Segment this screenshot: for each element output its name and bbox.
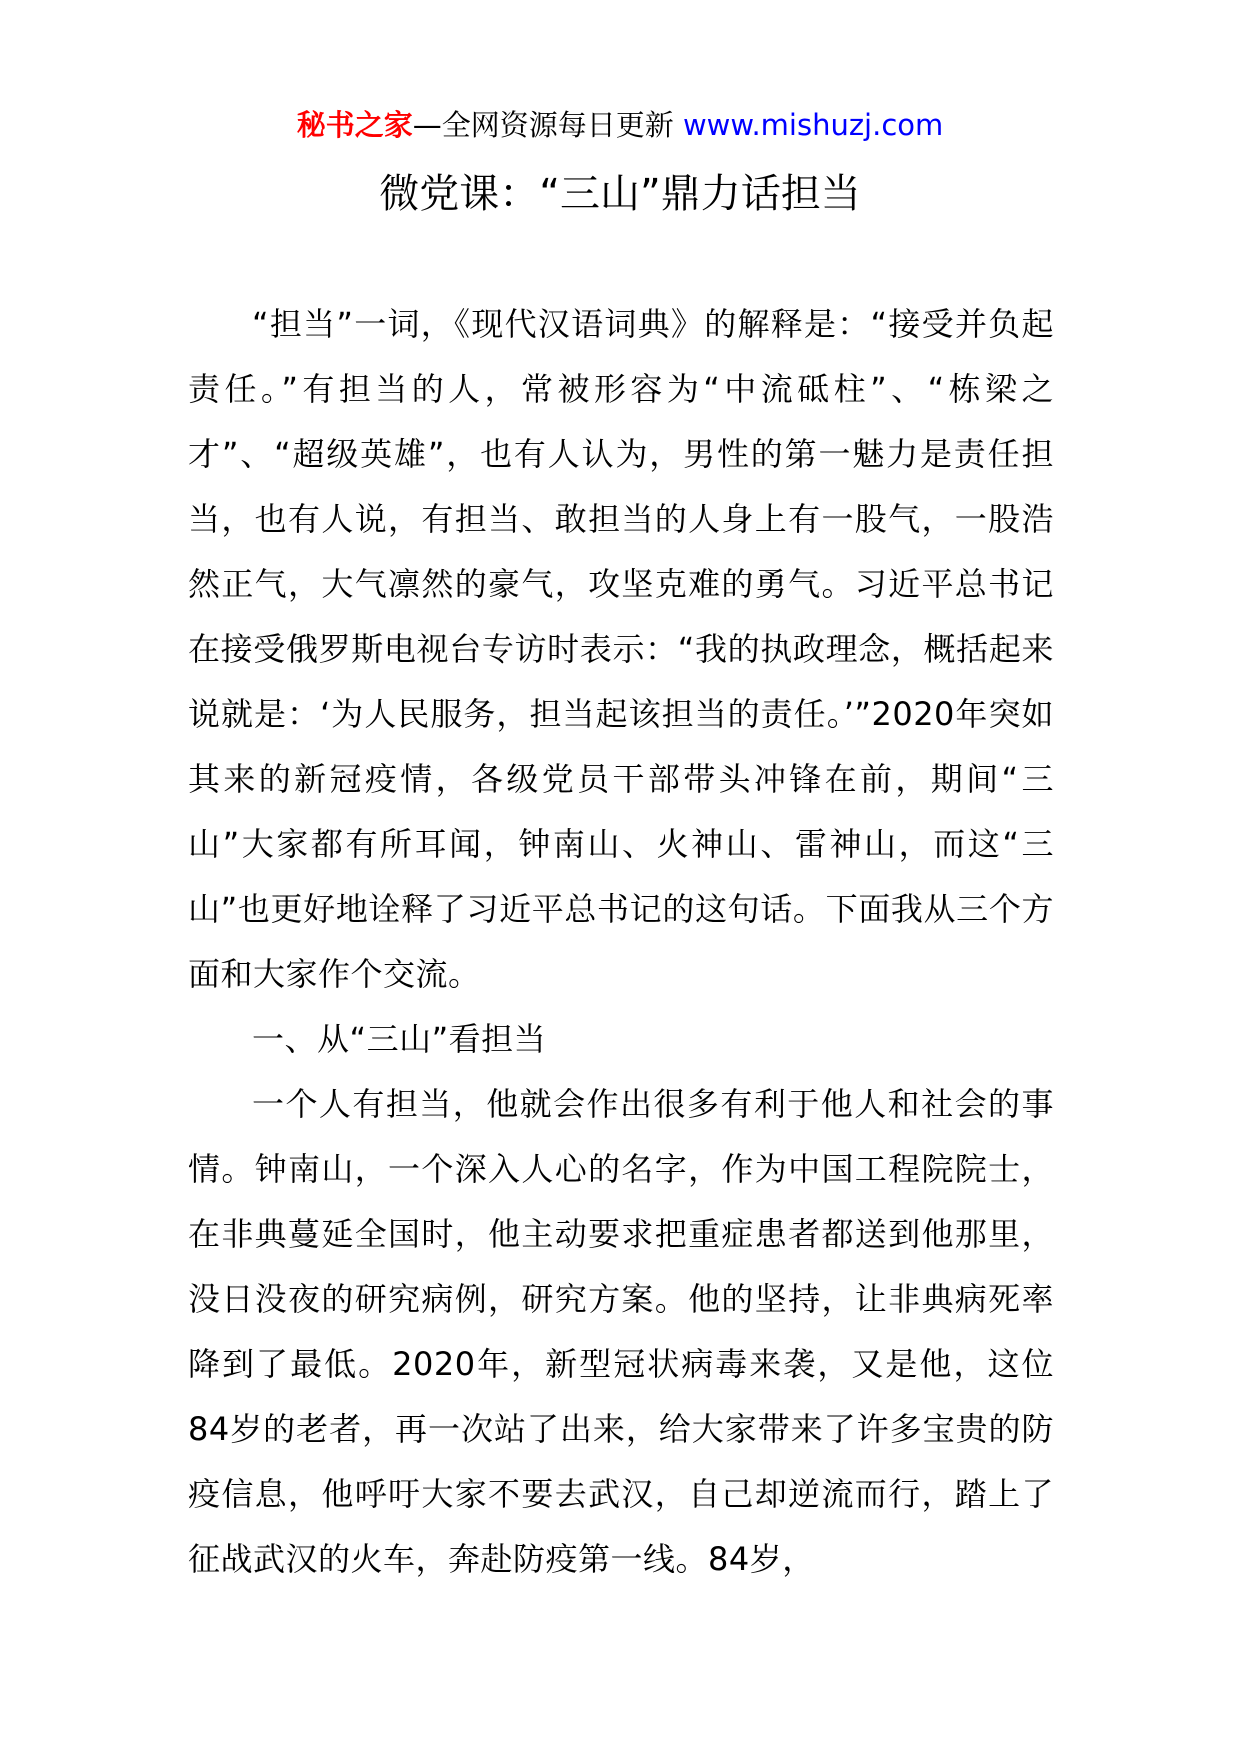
- document-body: [188, 292, 1054, 1592]
- brand-name: 秘书之家: [296, 108, 413, 142]
- site-url-link[interactable]: www.mishuzj.com: [682, 108, 944, 142]
- header-tagline: —全网资源每日更新: [412, 108, 683, 142]
- paragraph-zhong-nanshan: 一个人有担当，他就会作出很多有利于他人和社会的事情。钟南山，一个深入人心的名字，作为中国工程院院士，在非典蔓延全国时，他主动要求把重症患者都送到他那里，没日没夜的研究病例，研究方案。他的坚持，让非典病死率降到了最低。2020年，新型冠状病毒来袭，又是他，这位84岁的老者，再一次站了出来，给大家带来了许多宝贵的防疫信息，他呼吁大家不要去武汉，自己却逆流而行，踏上了征战武汉的火车，奔赴防疫第一线。84岁，: [188, 1085, 1054, 1578]
- section-heading-1: 一、从“三山”看担当: [252, 1020, 547, 1058]
- document-title: 微党课：“三山”鼎力话担当: [379, 171, 861, 217]
- paragraph-intro: “担当”一词，《现代汉语词典》的解释是：“接受并负起责任。”有担当的人，常被形容为“中流砥柱”、“栋梁之才”、“超级英雄”，也有人认为，男性的第一魅力是责任担当，也有人说，有担当、敢担当的人身上有一股气，一股浩然正气，大气凛然的豪气，攻坚克难的勇气。习近平总书记在接受俄罗斯电视台专访时表示：“我的执政理念，概括起来说就是：‘为人民服务，担当起该担当的责任。’”2020年突如其来的新冠疫情，各级党员干部带头冲锋在前，期间“三山”大家都有所耳闻，钟南山、火神山、雷神山，而这“三山”也更好地诠释了习近平总书记的这句话。下面我从三个方面和大家作个交流。: [188, 305, 1054, 993]
- site-header: [0, 103, 1240, 147]
